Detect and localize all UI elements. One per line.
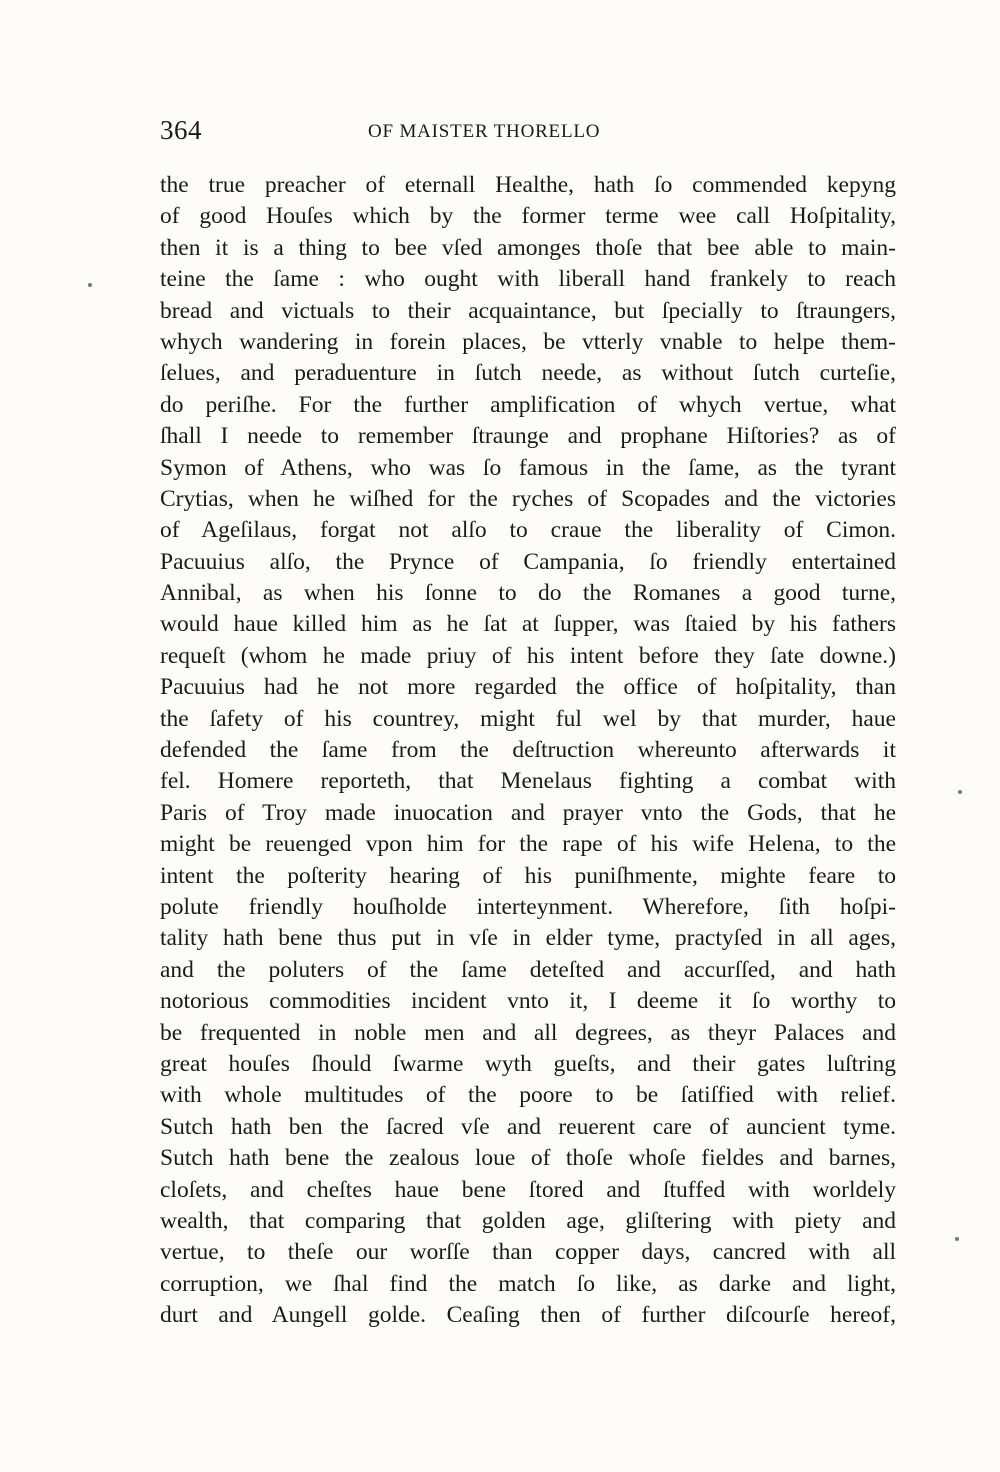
text-line: polute friendly houſholde interteynment. Wherefore, ſith hoſpi- (160, 893, 896, 920)
text-line: Sutch hath ben the ſacred vſe and reuerent care of auncient tyme. (160, 1113, 896, 1140)
text-line: intent the poſterity hearing of his puniſhmente, mighte feare to (160, 862, 896, 889)
text-line: might be reuenged vpon him for the rape of his wife Helena, to the (160, 831, 896, 858)
text-line: with whole multitudes of the poore to be ſatiſfied with relief. (160, 1082, 896, 1109)
text-line: do periſhe. For the further amplification of whych vertue, what (160, 391, 896, 418)
page-header (160, 113, 896, 149)
text-line: Paris of Troy made inuocation and prayer vnto the Gods, that he (160, 799, 896, 826)
text-line: Crytias, when he wiſhed for the ryches of Scopades and the victories (160, 485, 896, 512)
page-number: 364 (160, 115, 202, 145)
text-line: vertue, to theſe our worſſe than copper days, cancred with all (160, 1239, 896, 1266)
text-line: be frequented in noble men and all degrees, as theyr Palaces and (160, 1019, 896, 1046)
text-line: fel. Homere reporteth, that Menelaus fighting a combat with (160, 768, 896, 795)
text-line: Pacuuius alſo, the Prynce of Campania, ſo friendly entertained (160, 548, 896, 575)
text-line: Pacuuius had he not more regarded the office of hoſpitality, than (160, 674, 896, 701)
margin-speck (958, 790, 962, 794)
text-line: ſelues, and peraduenture in ſutch neede, as without ſutch curteſie, (160, 360, 896, 387)
margin-speck (88, 283, 92, 287)
text-line: would haue killed him as he ſat at ſupper, was ſtaied by his fathers (160, 611, 896, 638)
text-line: bread and victuals to their acquaintance, but ſpecially to ſtraungers, (160, 297, 896, 324)
body-text (160, 170, 896, 1331)
text-line: the true preacher of eternall Healthe, hath ſo commended kepyng (160, 172, 896, 198)
text-line: Annibal, as when his ſonne to do the Romanes a good turne, (160, 580, 896, 607)
text-line: cloſets, and cheſtes haue bene ſtored and ſtuffed with worldely (160, 1176, 896, 1203)
running-head: OF MAISTER THORELLO (368, 121, 601, 142)
text-line: wealth, that comparing that golden age, gliſtering with piety and (160, 1207, 896, 1234)
text-line: tality hath bene thus put in vſe in elder tyme, practyſed in all ages, (160, 925, 896, 952)
text-line: ſhall I neede to remember ſtraunge and prophane Hiſtories? as of (160, 423, 896, 450)
text-line: defended the ſame from the deſtruction whereunto afterwards it (160, 737, 896, 764)
text-line: Symon of Athens, who was ſo famous in the ſame, as the tyrant (160, 454, 896, 481)
text-line: great houſes ſhould ſwarme wyth gueſts, and their gates luſtring (160, 1050, 896, 1077)
text-line: then it is a thing to bee vſed amonges thoſe that bee able to main- (160, 234, 896, 261)
text-line: requeſt (whom he made priuy of his intent before they ſate downe.) (160, 642, 896, 669)
margin-speck (955, 1237, 959, 1241)
text-line: Sutch hath bene the zealous loue of thoſe whoſe fieldes and barnes, (160, 1145, 896, 1172)
text-line: of Ageſilaus, forgat not alſo to craue the liberality of Cimon. (160, 517, 896, 544)
text-line: notorious commodities incident vnto it, I deeme it ſo worthy to (160, 988, 896, 1015)
text-line: corruption, we ſhal find the match ſo like, as darke and light, (160, 1270, 896, 1297)
text-line: the ſafety of his countrey, might ful wel by that murder, haue (160, 705, 896, 732)
text-line: of good Houſes which by the former terme wee call Hoſpitality, (160, 203, 896, 230)
text-line: durt and Aungell golde. Ceaſing then of further diſcourſe hereof, (160, 1302, 896, 1329)
text-line: teine the ſame : who ought with liberall hand frankely to reach (160, 266, 896, 293)
text-line: and the poluters of the ſame deteſted and accurſſed, and hath (160, 956, 896, 983)
text-line: whych wandering in forein places, be vtterly vnable to helpe them- (160, 328, 896, 355)
